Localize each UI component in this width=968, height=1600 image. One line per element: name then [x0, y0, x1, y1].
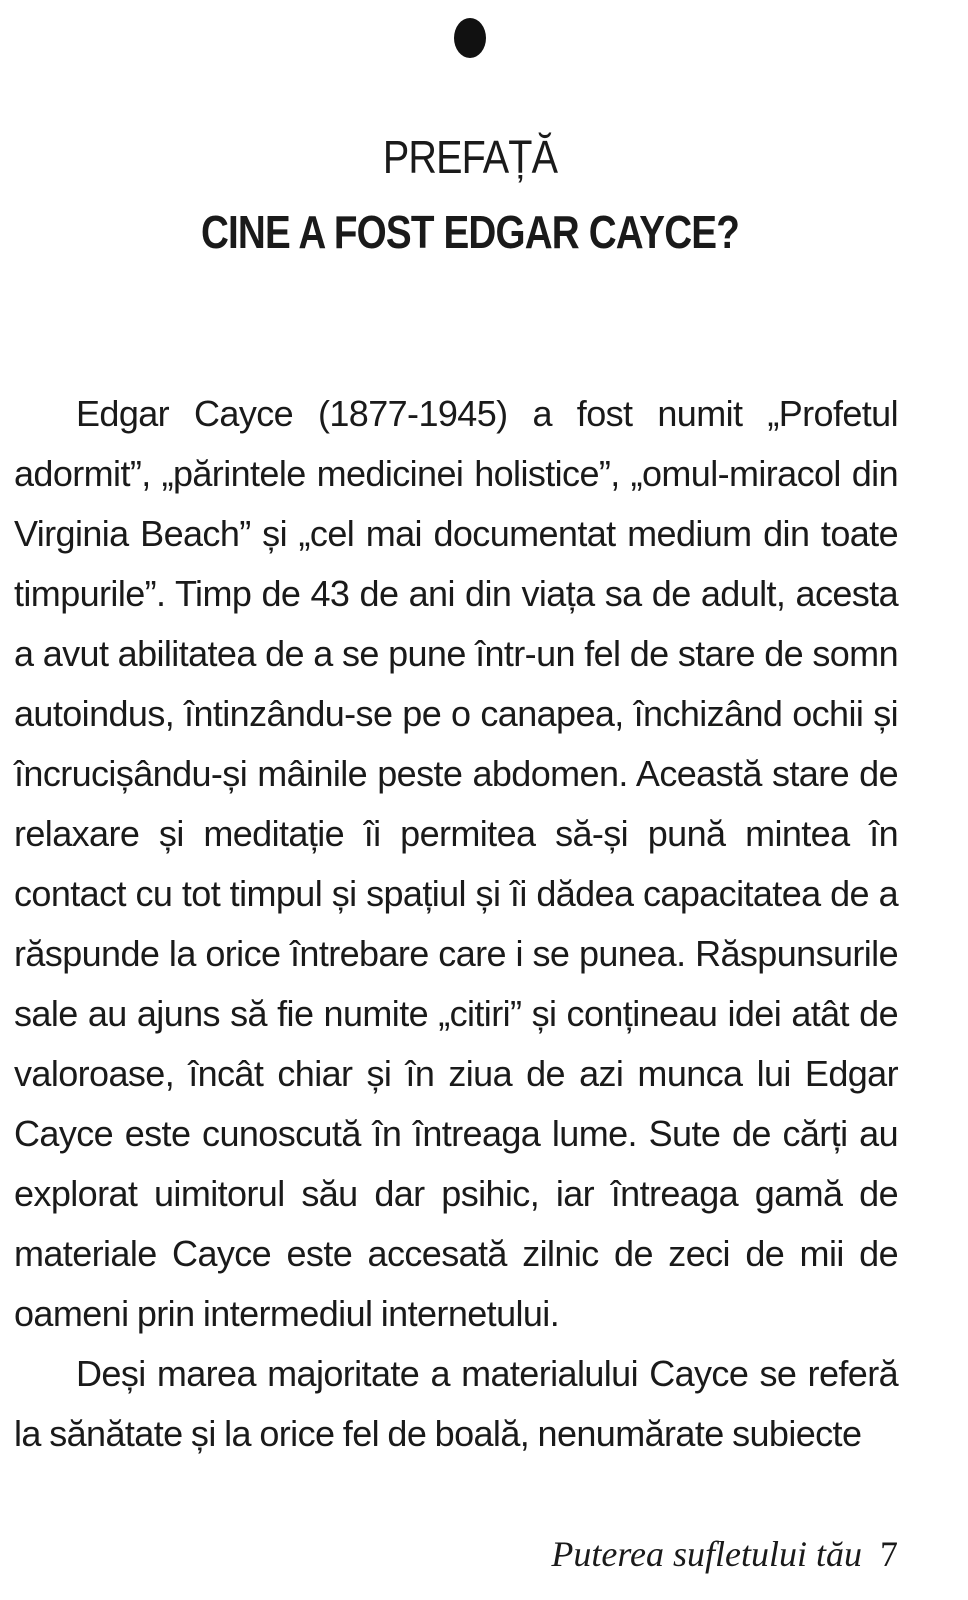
- running-title: Puterea sufletului tău: [551, 1534, 862, 1574]
- chapter-title: CINE A FOST EDGAR CAYCE?: [200, 206, 740, 258]
- chapter-label: PREFAȚĂ: [382, 131, 558, 183]
- body-text: [14, 384, 898, 1464]
- page-number: 7: [880, 1534, 898, 1574]
- chapter-bullet-icon: [454, 18, 486, 58]
- paragraph-2: Deși marea majoritate a materialului Cayce se referă la sănătate și la orice fel de boală, nenumărate subiecte: [14, 1353, 898, 1454]
- paragraph-1: Edgar Cayce (1877-1945) a fost numit „Profetul adormit”, „părintele medicinei holistice”, „omul-miracol din Virginia Beach” și „cel mai documentat medium din toate timpurile”. Timp de 43 de ani din viața sa de adult, acesta a avut abilitatea de a se pune într-un fel de stare de somn autoindus, întinzându-se pe o canapea, închizând ochii și încrucișându-și mâinile peste abdomen. Această stare de relaxare și meditație îi permitea să-și pună mintea în contact cu tot timpul și spațiul și îi dădea capacitatea de a răspunde la orice întrebare care i se punea. Răspunsurile sale au ajuns să fie numite „citiri” și conțineau idei atât de valoroase, încât chiar și în ziua de azi munca lui Edgar Cayce este cunoscută în întreaga lume. Sute de cărți au explorat uimitorul său dar psihic, iar întreaga gamă de materiale Cayce este accesată zilnic de zeci de mii de oameni prin intermediul internetului.: [14, 393, 898, 1334]
- page-footer: [551, 1533, 898, 1575]
